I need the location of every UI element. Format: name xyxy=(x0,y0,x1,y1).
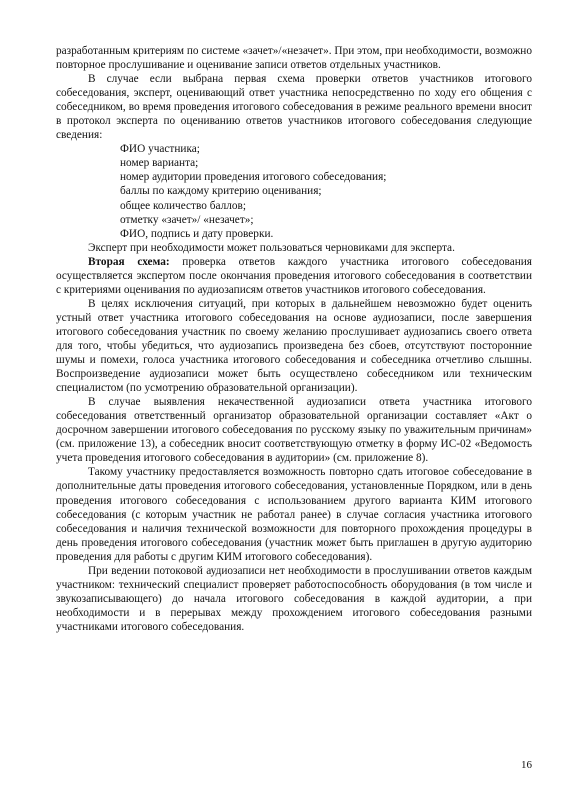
second-scheme-text: проверка ответов каждого участника итогового собеседования осуществляется экспертом после окончания проведения итогового собеседования в соответствии с критериями оценивания по аудиозаписям ответов участников итогового собеседования. xyxy=(56,255,532,296)
document-page xyxy=(56,44,532,634)
list-item-total-score: общее количество баллов; xyxy=(120,199,246,212)
list-item-signature: ФИО, подпись и дату проверки. xyxy=(120,227,274,240)
list-item-room: номер аудитории проведения итогового собеседования; xyxy=(120,171,387,184)
paragraph-continuation: разработанным критериям по системе «зачет»/«незачет». При этом, при необходимости, возможно повторное прослушивание и оценивание записи ответов отдельных участников. xyxy=(56,45,532,72)
list-item-pass-mark: отметку «зачет»/ «незачет»; xyxy=(120,213,254,226)
paragraph-streaming-audio: При ведении потоковой аудиозаписи нет необходимости в прослушивании ответов каждым участником: технический специалист проверяет работоспособность оборудования (в том числе и звукозаписывающего) до начала итогового собеседования в каждой аудитории, а при необходимости и в перерывах между прохождением итогового собеседования разными участниками итогового собеседования. xyxy=(56,564,532,633)
list-item-criteria-scores: баллы по каждому критерию оценивания; xyxy=(120,185,322,198)
second-scheme-heading: Вторая схема: xyxy=(88,255,170,268)
paragraph-bad-audio: В случае выявления некачественной аудиозаписи ответа участника итогового собеседования ответственный организатор образовательной организации составляет «Акт о досрочном завершении итогового собеседования по русскому языку по уважительным причинам» (см. приложение 13), а собеседник вносит соответствующую отметку в форму ИС-02 «Ведомость учета проведения итогового собеседования в аудитории» (см. приложение 8). xyxy=(56,396,532,465)
page-number: 16 xyxy=(521,759,532,771)
paragraph-audio-check: В целях исключения ситуаций, при которых в дальнейшем невозможно будет оценить устный ответ участника итогового собеседования на основе аудиозаписи, после завершения итогового собеседования участник по своему желанию прослушивает аудиозапись своего ответа для того, чтобы убедиться, что аудиозапись произведена без сбоев, отсутствуют посторонние шумы и помехи, голоса участника итогового собеседования и собеседника отчетливо слышны. Воспроизведение аудиозаписи может быть осуществлено собеседником или техническим специалистом (по усмотрению образовательной организации). xyxy=(56,297,532,395)
paragraph-retake: Такому участнику предоставляется возможность повторно сдать итоговое собеседование в дополнительные даты проведения итогового собеседования, установленные Порядком, или в день проведения итогового собеседования с использованием другого варианта КИМ итогового собеседования (с которым участник не работал ранее) в случае согласия участника итогового собеседования и наличия технической возможности для повторного прохождения процедуры в день проведения итогового собеседования (участник может быть приглашен в другую аудиторию проведения для работы с другим КИМ итогового собеседования). xyxy=(56,466,532,563)
list-item-fio: ФИО участника; xyxy=(120,143,200,156)
paragraph-first-scheme: В случае если выбрана первая схема проверки ответов участников итогового собеседования, эксперт, оценивающий ответ участника непосредственно по ходу его общения с собеседником, во время проведения итогового собеседования в режиме реального времени вносит в протокол эксперта по оцениванию ответов участников итогового собеседования следующие сведения: xyxy=(56,73,532,142)
paragraph-drafts: Эксперт при необходимости может пользоваться черновиками для эксперта. xyxy=(88,241,455,254)
list-item-variant: номер варианта; xyxy=(120,157,199,170)
paragraph-second-scheme xyxy=(56,255,532,297)
